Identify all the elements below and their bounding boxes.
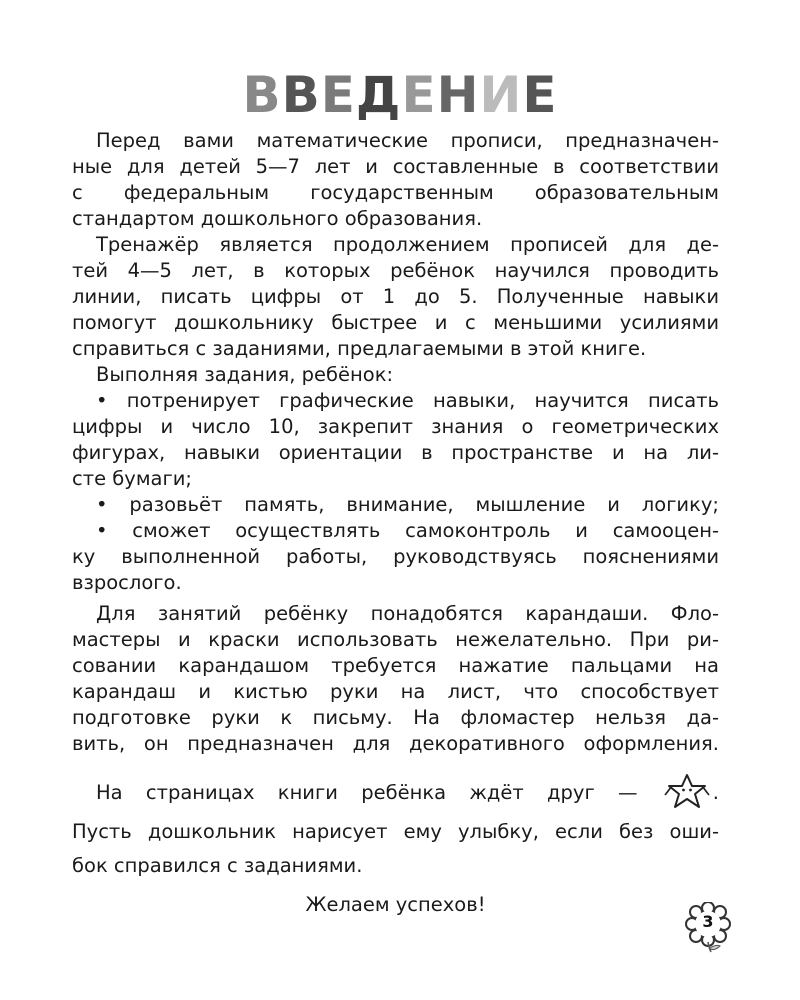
text-line: совании карандашом требуется нажатие пальцами на: [72, 654, 719, 677]
title-letter: Е: [522, 66, 558, 124]
list-item-line: • сможет осуществлять самоконтроль и самооцен-: [96, 519, 719, 542]
title-letter: Е: [320, 66, 356, 124]
star-face-icon: [661, 773, 713, 809]
list-item-line: взрослого.: [72, 571, 182, 594]
text-line: с федеральным государственным образовательным: [72, 181, 719, 204]
text-line: бок справился с заданиями.: [72, 854, 363, 877]
page-title: [0, 66, 800, 124]
text-line: Тренажёр является продолжением прописей для де-: [96, 233, 719, 256]
page-number: 3: [702, 912, 714, 931]
text-line: ные для детей 5—7 лет и составленные в соответствии: [72, 155, 719, 178]
list-item-line: • потренирует графические навыки, научится писать: [96, 389, 719, 412]
text-line: подготовке руки к письму. На фломастер нельзя да-: [72, 706, 719, 729]
text-line: тей 4—5 лет, в которых ребёнок научился проводить: [72, 259, 719, 282]
title-letter: И: [479, 66, 523, 124]
list-item-line: сте бумаги;: [72, 467, 192, 490]
text-line: Для занятий ребёнку понадобятся карандаши. Фло-: [96, 602, 719, 625]
title-letter: Н: [436, 66, 480, 124]
page-number-badge: [684, 902, 732, 954]
friend-sentence: На страницах книги ребёнка ждёт друг —: [96, 781, 638, 804]
text-line: Выполняя задания, ребёнок:: [96, 363, 394, 386]
period: .: [712, 781, 719, 804]
title-letter: Д: [355, 66, 402, 124]
title-letter: В: [242, 66, 282, 124]
list-item-line: цифры и число 10, закрепит знания о геометрических: [72, 415, 719, 438]
title-letter: В: [281, 66, 321, 124]
text-line: карандаш и кистью руки на лист, что способствует: [72, 680, 719, 703]
text-line: линии, писать цифры от 1 до 5. Полученные навыки: [72, 285, 719, 308]
title-letter: Е: [401, 66, 437, 124]
text-line: вить, он предназначен для декоративного оформления.: [72, 732, 719, 755]
text-line: Перед вами математические прописи, предназначен-: [96, 129, 719, 152]
text-line: Пусть дошкольник нарисует ему улыбку, если без оши-: [72, 820, 719, 843]
list-item-line: фигурах, навыки ориентации в пространстве и на ли-: [72, 441, 719, 464]
text-line: помогут дошкольнику быстрее и с меньшими усилиями: [72, 311, 719, 334]
list-item-line: • разовьёт память, внимание, мышление и логику;: [96, 493, 719, 516]
text-line: справиться с заданиями, предлагаемыми в этой книге.: [72, 337, 647, 360]
text-line: мастеры и краски использовать нежелательно. При ри-: [72, 628, 719, 651]
list-item-line: ку выполненной работы, руководствуясь пояснениями: [72, 545, 719, 568]
text-line: [72, 773, 719, 810]
intro-text: [72, 128, 719, 922]
text-line: стандартом дошкольного образования.: [72, 207, 483, 230]
closing-line: Желаем успехов!: [305, 893, 486, 916]
